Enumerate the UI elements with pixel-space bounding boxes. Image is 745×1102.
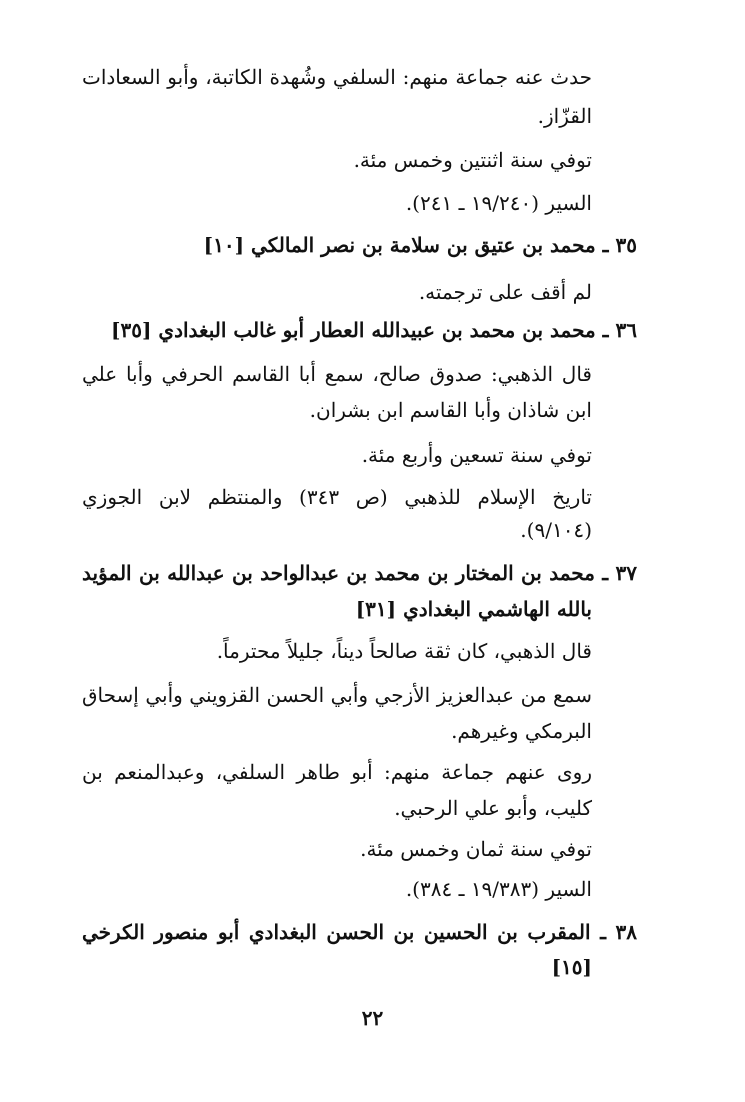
text-line: القزّاز. — [537, 104, 592, 128]
entry-heading: ٣٥ ـ محمد بن عتيق بن سلامة بن نصر المالكي [١٠] — [203, 233, 637, 257]
entry-heading: ٣٨ ـ المقرب بن الحسين بن الحسن البغدادي أبو منصور الكرخي — [82, 920, 637, 944]
entry-heading: ٣٦ ـ محمد بن محمد بن عبيدالله العطار أبو غالب البغدادي [٣٥] — [111, 318, 637, 342]
text-line: كليب، وأبو علي الرحبي. — [394, 796, 592, 820]
text-line: توفي سنة ثمان وخمس مئة. — [360, 837, 592, 861]
entry-heading: [١٥] — [551, 955, 592, 979]
text-line: حدث عنه جماعة منهم: السلفي وشُهدة الكاتبة، وأبو السعادات — [82, 65, 592, 89]
page-number: ٢٢ — [361, 1006, 384, 1030]
text-line: البرمكي وغيرهم. — [451, 719, 592, 743]
text-line: روى عنهم جماعة منهم: أبو طاهر السلفي، وعبدالمنعم بن — [82, 760, 592, 784]
text-line: توفي سنة تسعين وأربع مئة. — [361, 443, 592, 467]
text-line: قال الذهبي: صدوق صالح، سمع أبا القاسم الحرفي وأبا علي — [82, 362, 592, 386]
text-line: السير (١٩/٢٤٠ ـ ٢٤١). — [405, 191, 592, 215]
entry-heading: بالله الهاشمي البغدادي [٣١] — [355, 597, 592, 621]
text-line: سمع من عبدالعزيز الأزجي وأبي الحسن القزويني وأبي إسحاق — [82, 683, 592, 707]
text-line: قال الذهبي، كان ثقة صالحاً ديناً، جليلاً محترماً. — [216, 639, 592, 663]
entry-heading: ٣٧ ـ محمد بن المختار بن محمد بن عبدالواحد بن عبدالله بن المؤيد — [82, 561, 637, 585]
text-line: ابن شاذان وأبا القاسم ابن بشران. — [309, 398, 592, 422]
text-line: لم أقف على ترجمته. — [418, 280, 592, 304]
text-line: السير (١٩/٣٨٣ ـ ٣٨٤). — [405, 877, 592, 901]
text-line: (٩/١٠٤). — [520, 518, 592, 542]
text-line: تاريخ الإسلام للذهبي (ص ٣٤٣) والمنتظم لابن الجوزي — [82, 485, 592, 509]
text-line: توفي سنة اثنتين وخمس مئة. — [353, 148, 592, 172]
